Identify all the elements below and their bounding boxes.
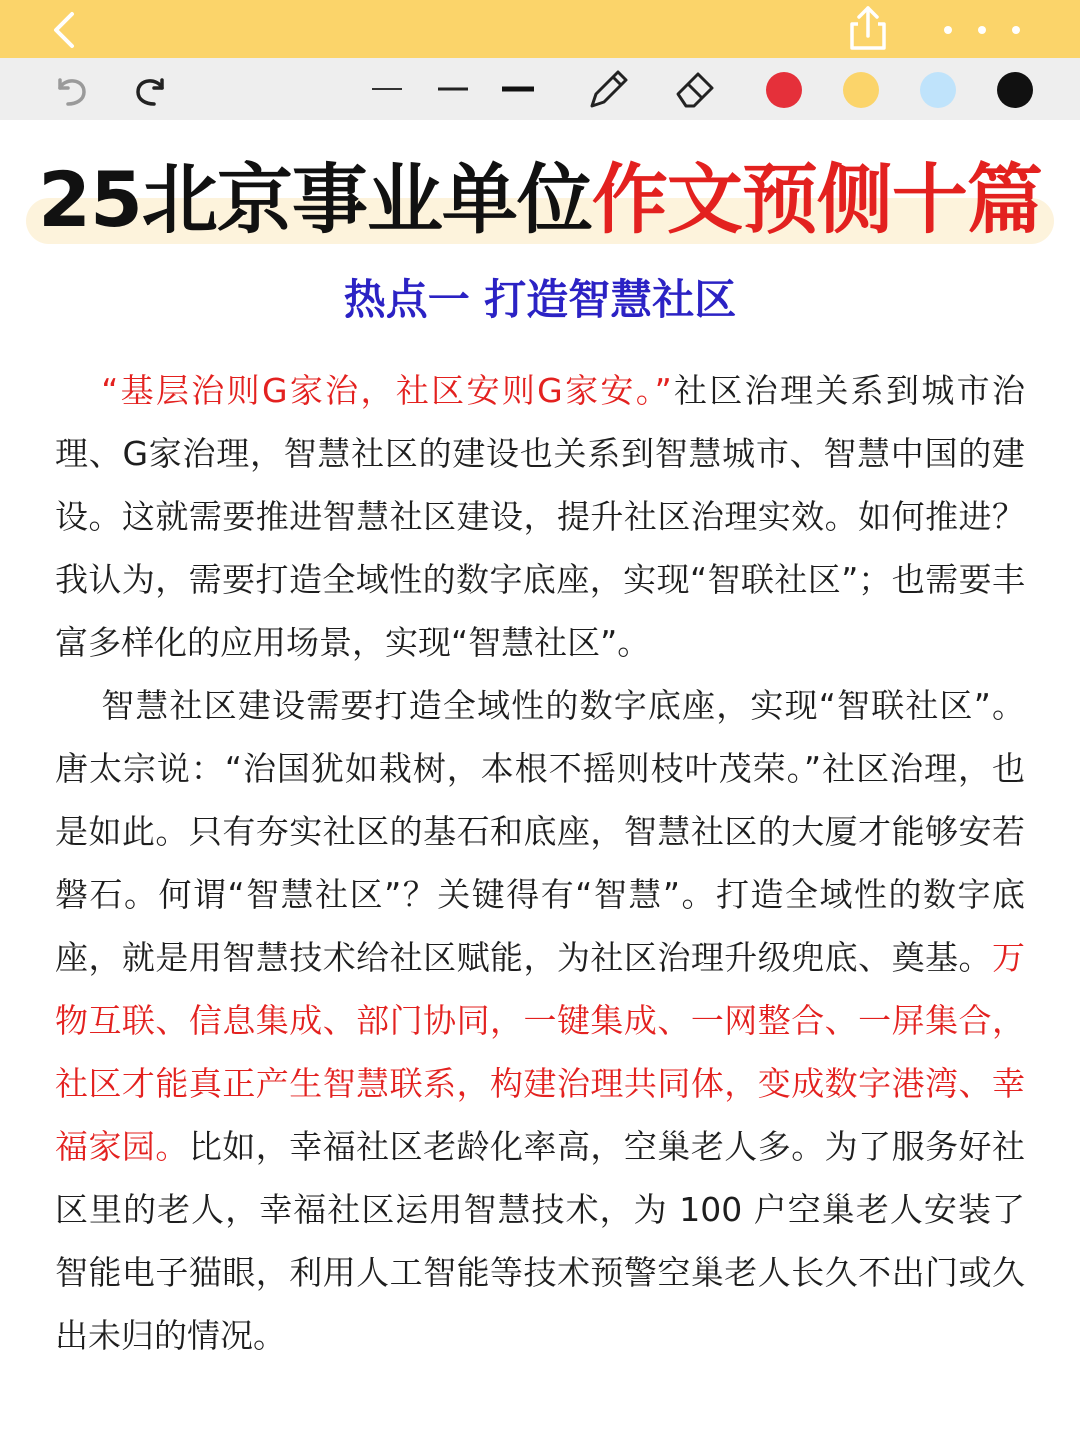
thick-line-icon[interactable] (500, 66, 536, 112)
section-subtitle: 热点一 打造智慧社区 (343, 275, 737, 324)
top-bar (0, 0, 1080, 58)
title-part-black: 25北京事业单位 (38, 155, 592, 244)
paragraph-2-text-start: 智慧社区建设需要打造全域性的数字底座，实现“智联社区”。唐太宗说：“治国犹如栽树，本根不摇则枝叶茂荣。”社区治理，也是如此。只有夯实社区的基石和底座，智慧社区的大厦才能够安若磐石。何谓“智慧社区”？关键得有“智慧”。打造全域性的数字底座，就是用智慧技术给社区赋能，为社区治理升级兜底、奠基。 (55, 686, 1025, 977)
red-color-swatch[interactable] (766, 72, 802, 108)
share-icon[interactable] (844, 4, 892, 52)
title-part-red: 作文预侧十篇 (591, 155, 1042, 244)
black-color-swatch[interactable] (997, 72, 1033, 108)
light-blue-color-swatch[interactable] (920, 72, 956, 108)
thin-line-icon[interactable] (370, 66, 404, 112)
paragraph-2 (55, 674, 1025, 1367)
paragraph-1-text: 社区治理关系到城市治理、G家治理，智慧社区的建设也关系到智慧城市、智慧中国的建设。这就需要推进智慧社区建设，提升社区治理实效。如何推进？我认为，需要打造全域性的数字底座，实现“智联社区”；也需要丰富多样化的应用场景，实现“智慧社区”。 (55, 371, 1025, 662)
quote-highlight: “基层治则G家治，社区安则G家安。” (101, 371, 672, 410)
undo-icon[interactable] (50, 66, 92, 112)
medium-line-icon[interactable] (436, 66, 470, 112)
page-title (0, 150, 1080, 250)
more-icon[interactable] (936, 14, 1036, 46)
paragraph-1 (55, 359, 1025, 674)
eraser-icon[interactable] (672, 66, 718, 112)
paragraph-2-highlight: 万物互联、信息集成、部门协同，一键集成、一网整合、一屏集合，社区才能真正产生智慧联系，构建治理共同体，变成数字港湾、幸福家园。 (55, 938, 1025, 1166)
annotation-toolbar (0, 58, 1080, 120)
redo-icon[interactable] (130, 66, 172, 112)
yellow-color-swatch[interactable] (843, 72, 879, 108)
back-icon[interactable] (44, 8, 88, 52)
pen-icon[interactable] (586, 66, 630, 112)
article-body (55, 359, 1025, 1367)
paragraph-2-text-end: 比如，幸福社区老龄化率高，空巢老人多。为了服务好社区里的老人，幸福社区运用智慧技术，为 100 户空巢老人安装了智能电子猫眼，利用人工智能等技术预警空巢老人长久不出门或久出未归的情况。 (55, 1127, 1026, 1355)
